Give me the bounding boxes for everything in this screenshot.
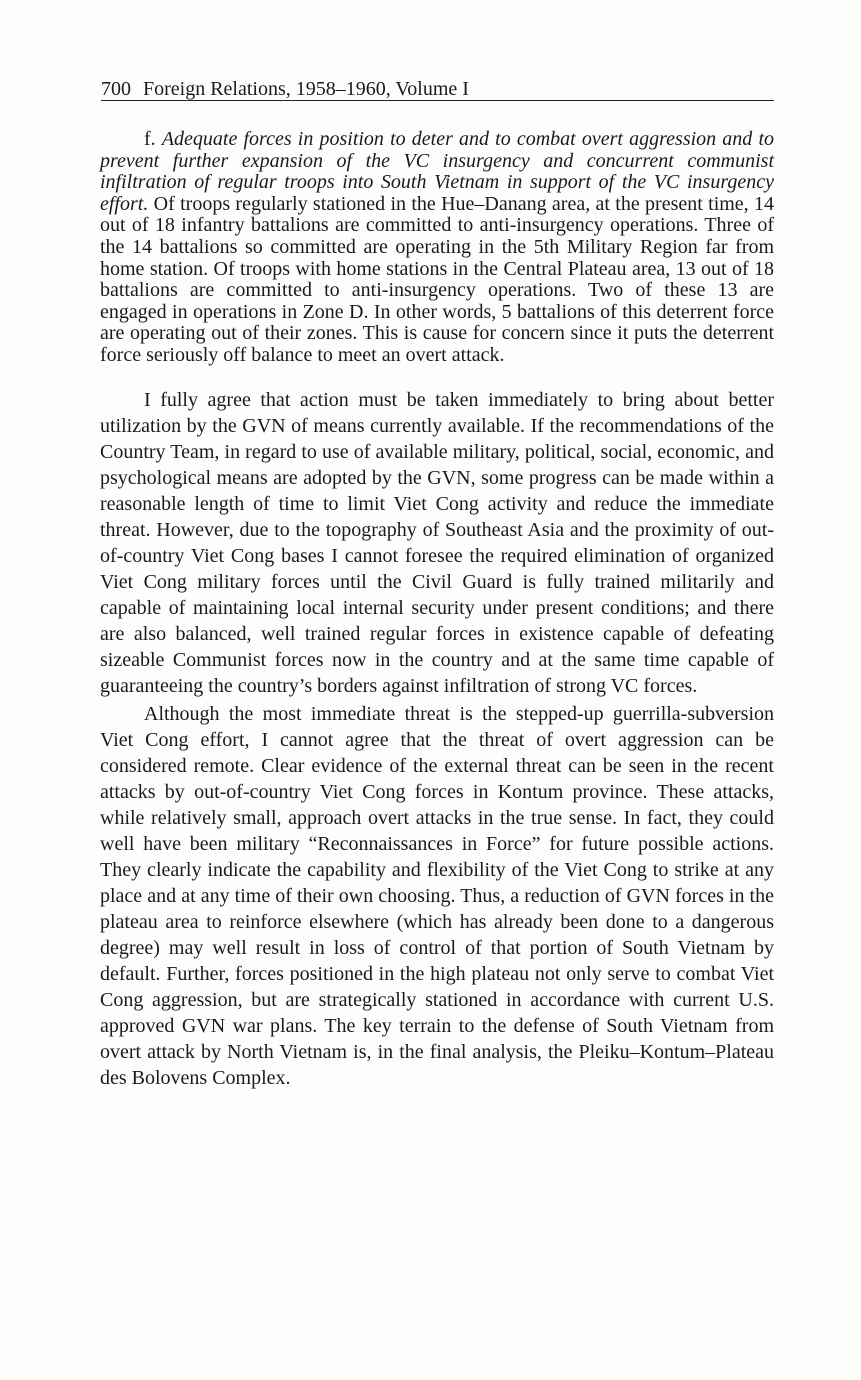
paragraph-utilization: I fully agree that action must be taken immediately to bring about better utilization by the GVN of means currently available. If the recommendations of the Country Team, in regard to use of available military, political, social, economic, and psychological means are adopted by the GVN, some progress can be made within a reasonable length of time to limit Viet Cong activity and reduce the immediate threat. However, due to the topography of Southeast Asia and the proximity of out-of-country Viet Cong bases I cannot foresee the required elimination of organized Viet Cong military forces until the Civil Guard is fully trained militarily and capable of maintaining local internal security under present conditions; and there are also balanced, well trained regular forces in existence capable of defeating sizeable Communist forces now in the country and at the same time capable of guaranteeing the country’s borders against infiltration of strong VC forces. <box>100 388 774 697</box>
item-heading-italic: Adequate forces in position to deter and to combat overt aggression and to prevent further expansion of the VC insurgency and concurrent communist infiltration of regular troops into South Vietnam in support of the VC insurgency effort. <box>100 128 775 215</box>
paragraph-f <box>100 129 774 367</box>
page-number: 700 <box>101 78 131 100</box>
body-text <box>100 129 774 1091</box>
item-body: Of troops regularly stationed in the Hue–Danang area, at the present time, 14 out of 18 infantry battalions are committed to anti-insurgency operations. Three of the 14 battalions so committed are operating in the 5th Military Region far from home station. Of troops with home stations in the Central Plateau area, 13 out of 18 battalions are committed to anti-insurgency operations. Two of these 13 are engaged in operations in Zone D. In other words, 5 battalions of this deterrent force are operating out of their zones. This is cause for concern since it puts the deterrent force seriously off balance to meet an overt attack. <box>100 192 775 366</box>
header-title: Foreign Relations, 1958–1960, Volume I <box>143 78 469 100</box>
item-label: f. <box>144 128 156 150</box>
running-header <box>101 74 774 101</box>
paragraph-threat: Although the most immediate threat is the stepped-up guerrilla-subversion Viet Cong effort, I cannot agree that the threat of overt aggression can be considered remote. Clear evidence of the external threat can be seen in the recent attacks by out-of-country Viet Cong forces in Kontum province. These attacks, while relatively small, approach overt attacks in the true sense. In fact, they could well have been military “Reconnaissances in Force” for future possible actions. They clearly indicate the capability and flexibility of the Viet Cong to strike at any place and at any time of their own choosing. Thus, a reduction of GVN forces in the plateau area to reinforce elsewhere (which has already been done to a dangerous degree) may well result in loss of control of that portion of South Vietnam by default. Further, forces positioned in the high plateau not only serve to combat Viet Cong aggression, but are strategically stationed in accordance with current U.S. approved GVN war plans. The key terrain to the defense of South Vietnam from overt attack by North Vietnam is, in the final analysis, the Pleiku–Kontum–Plateau des Bolovens Complex. <box>100 702 774 1089</box>
